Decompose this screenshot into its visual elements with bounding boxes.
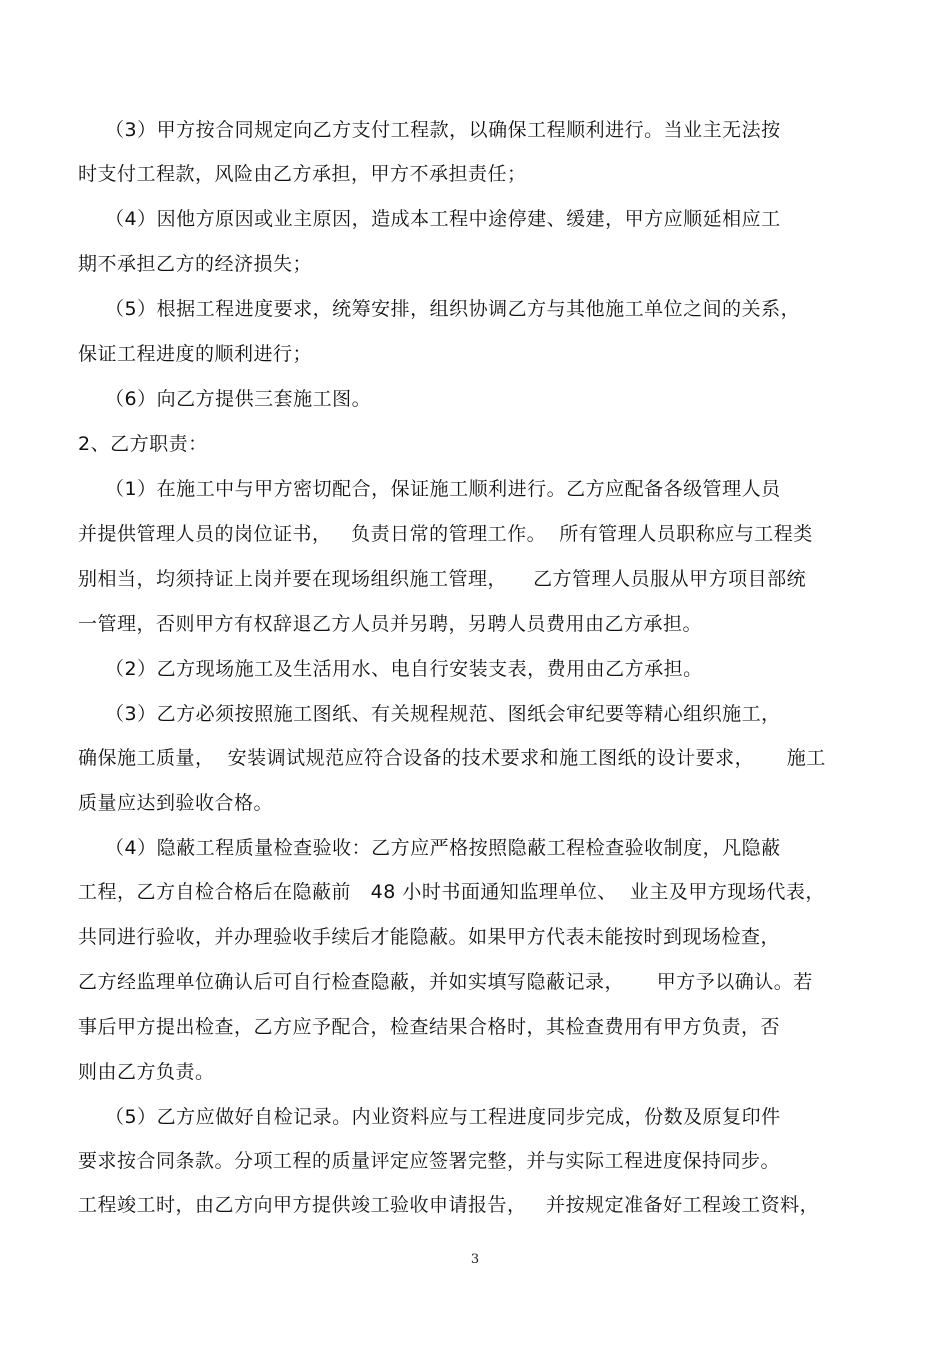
text-line: 并提供管理人员的岗位证书， 负责日常的管理工作。 所有管理人员职称应与工程类: [78, 523, 813, 545]
section-heading: 2、乙方职责：: [78, 433, 208, 455]
text-line: 乙方经监理单位确认后可自行检查隐蔽，并如实填写隐蔽记录， 甲方予以确认。若: [78, 971, 813, 993]
text-line: 时支付工程款，风险由乙方承担，甲方不承担责任；: [78, 163, 527, 185]
text-line: （1）在施工中与甲方密切配合，保证施工顺利进行。乙方应配备各级管理人员: [105, 478, 781, 500]
text-line: 期不承担乙方的经济损失；: [78, 253, 313, 275]
text-line: （4）隐蔽工程质量检查验收：乙方应严格按照隐蔽工程检查验收制度，凡隐蔽: [105, 837, 781, 859]
text-line: 事后甲方提出检查，乙方应予配合，检查结果合格时，其检查费用有甲方负责，否: [78, 1016, 781, 1038]
text-line: 要求按合同条款。分项工程的质量评定应签署完整，并与实际工程进度保持同步。: [78, 1150, 781, 1172]
text-line: （5）根据工程进度要求，统筹安排，组织协调乙方与其他施工单位之间的关系，: [105, 298, 801, 320]
text-line: （6）向乙方提供三套施工图。: [105, 388, 372, 410]
text-line: 工程竣工时，由乙方向甲方提供竣工验收申请报告， 并按规定准备好工程竣工资料，: [78, 1194, 820, 1216]
page-number: 3: [470, 1252, 480, 1267]
text-line: （2）乙方现场施工及生活用水、电自行安装支表，费用由乙方承担。: [105, 658, 703, 680]
text-line: 保证工程进度的顺利进行；: [78, 343, 313, 365]
text-line: 共同进行验收，并办理验收手续后才能隐蔽。如果甲方代表未能按时到现场检查，: [78, 926, 781, 948]
text-line: 则由乙方负责。: [78, 1061, 215, 1083]
text-line: 一管理，否则甲方有权辞退乙方人员并另聘，另聘人员费用由乙方承担。: [78, 613, 703, 635]
text-line: 质量应达到验收合格。: [78, 792, 274, 814]
text-line: 确保施工质量， 安装调试规范应符合设备的技术要求和施工图纸的设计要求， 施工: [78, 747, 826, 769]
text-line: 工程，乙方自检合格后在隐蔽前 48 小时书面通知监理单位、 业主及甲方现场代表，: [78, 881, 825, 903]
text-line: （4）因他方原因或业主原因，造成本工程中途停建、缓建，甲方应顺延相应工: [105, 208, 781, 230]
text-line: （3）乙方必须按照施工图纸、有关规程规范、图纸会审纪要等精心组织施工，: [105, 703, 781, 725]
text-line: 别相当，均须持证上岗并要在现场组织施工管理， 乙方管理人员服从甲方项目部统: [78, 568, 807, 590]
text-line: （3）甲方按合同规定向乙方支付工程款，以确保工程顺利进行。当业主无法按: [105, 119, 781, 141]
text-line: （5）乙方应做好自检记录。内业资料应与工程进度同步完成，份数及原复印件: [105, 1106, 781, 1128]
